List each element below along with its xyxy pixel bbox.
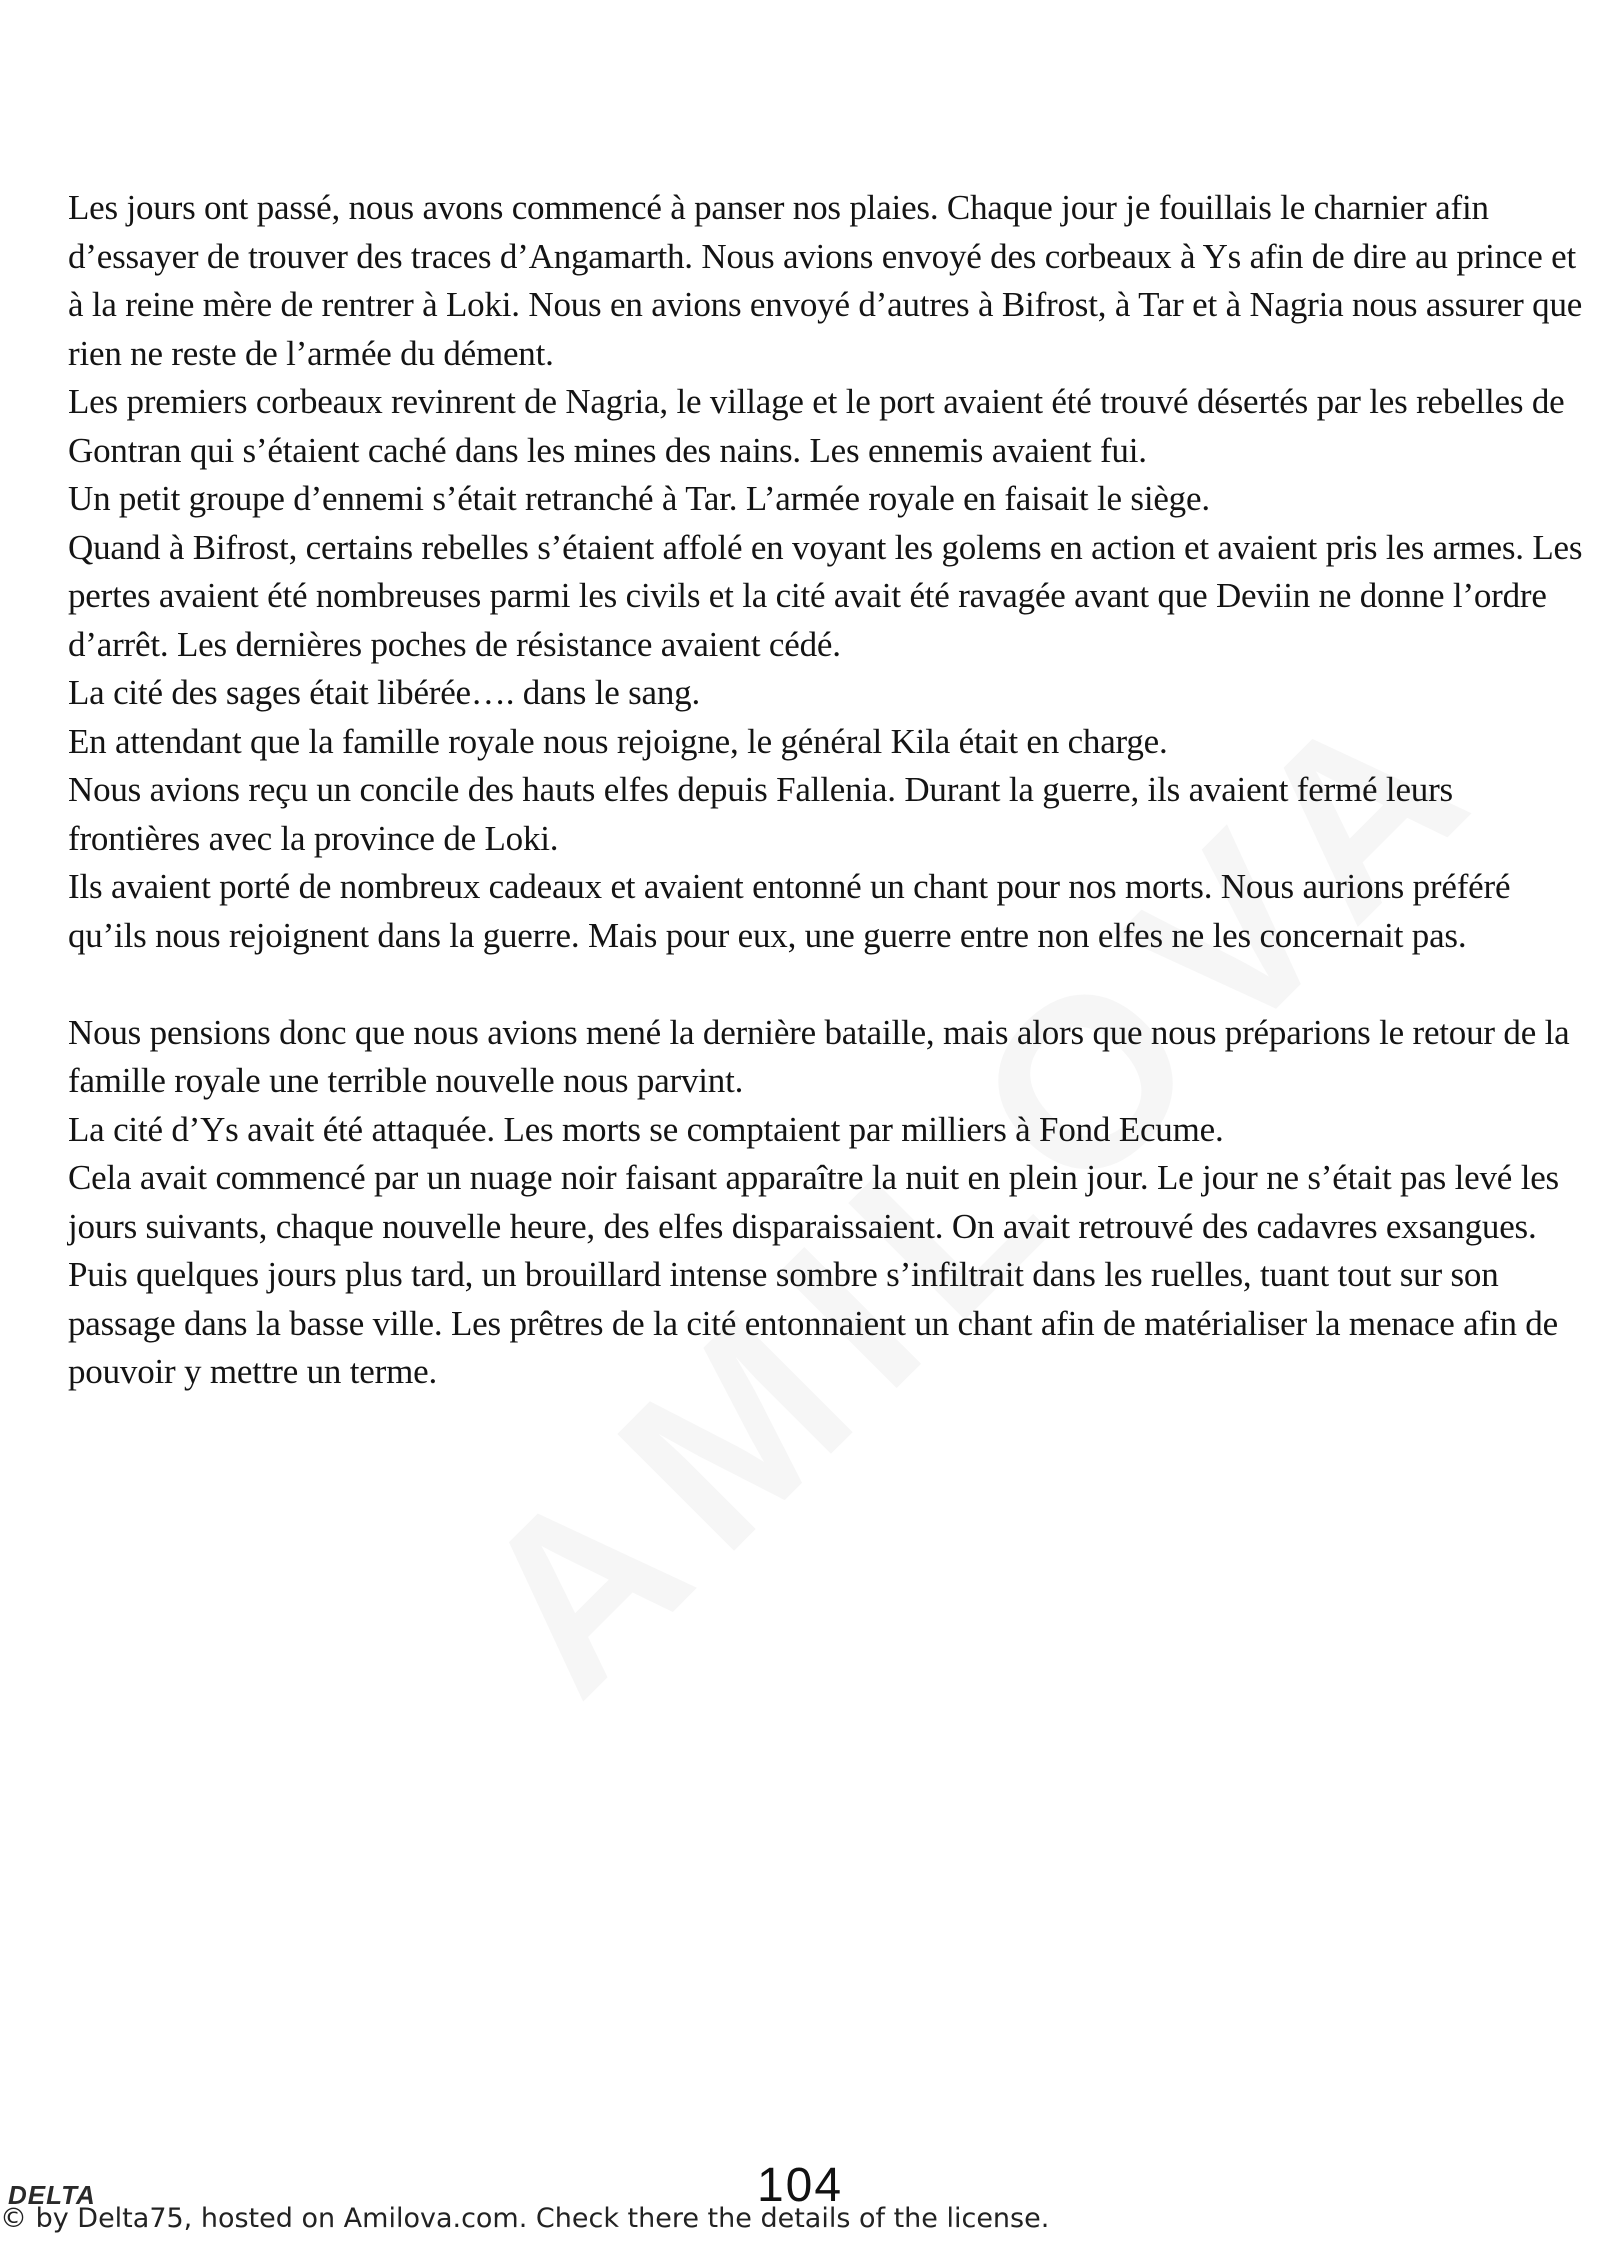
copyright-notice: © by Delta75, hosted on Amilova.com. Check there the details of the license. [0, 2203, 1050, 2234]
paragraph: La cité d’Ys avait été attaquée. Les morts se comptaient par milliers à Fond Ecume. [68, 1109, 1224, 1149]
page-body-text [68, 184, 1588, 1397]
paragraph: Les premiers corbeaux revinrent de Nagria, le village et le port avaient été trouvé désertés par les rebelles de Gontran qui s’étaient caché dans les mines des nains. Les ennemis avaient fui. [68, 382, 1565, 470]
paragraph: Un petit groupe d’ennemi s’était retranché à Tar. L’armée royale en faisait le siège. [68, 479, 1210, 518]
paragraph: Nous avions reçu un concile des hauts elfes depuis Fallenia. Durant la guerre, ils avaient fermé leurs frontières avec la province de Loki. [68, 770, 1453, 858]
paragraph: Les jours ont passé, nous avons commencé à panser nos plaies. Chaque jour je fouillais le charnier afin d’essayer de trouver des traces d’Angamarth. Nous avions envoyé des corbeaux à Ys afin de dire au prince et à la reine mère de rentrer à Loki. Nous en avions envoyé d’autres à Bifrost, à Tar et à Nagria nous assurer que rien ne reste de l’armée du dément. [68, 188, 1583, 373]
paragraph: Ils avaient porté de nombreux cadeaux et avaient entonné un chant pour nos morts. Nous aurions préféré qu’ils nous rejoignent dans la guerre. Mais pour eux, une guerre entre non elfes ne les concernait pas. [68, 867, 1511, 955]
paragraph: En attendant que la famille royale nous rejoigne, le général Kila était en charge. [68, 721, 1168, 761]
paragraph: Nous pensions donc que nous avions mené la dernière bataille, mais alors que nous préparions le retour de la famille royale une terrible nouvelle nous parvint. [68, 1012, 1570, 1100]
paragraph: La cité des sages était libérée…. dans le sang. [68, 673, 701, 712]
paragraph: Cela avait commencé par un nuage noir faisant apparaître la nuit en plein jour. Le jour ne s’était pas levé les jours suivants, chaque nouvelle heure, des elfes disparaissaient. On avait retrouvé des cadavres exsangues. Puis quelques jours plus tard, un brouillard intense sombre s’infiltrait dans les ruelles, tuant tout sur son passage dans la basse ville. Les prêtres de la cité entonnaient un chant afin de matérialiser la menace afin de pouvoir y mettre un terme. [68, 1158, 1559, 1391]
page-number: 104 [756, 2159, 844, 2212]
delta-logo: DELTA [8, 2180, 96, 2210]
paragraph-spacer [68, 960, 1588, 1009]
paragraph: Quand à Bifrost, certains rebelles s’étaient affolé en voyant les golems en action et avaient pris les armes. Les pertes avaient été nombreuses parmi les civils et la cité avait été ravagée avant que Deviin ne donne l’ordre d’arrêt. Les dernières poches de résistance avaient cédé. [68, 527, 1583, 664]
